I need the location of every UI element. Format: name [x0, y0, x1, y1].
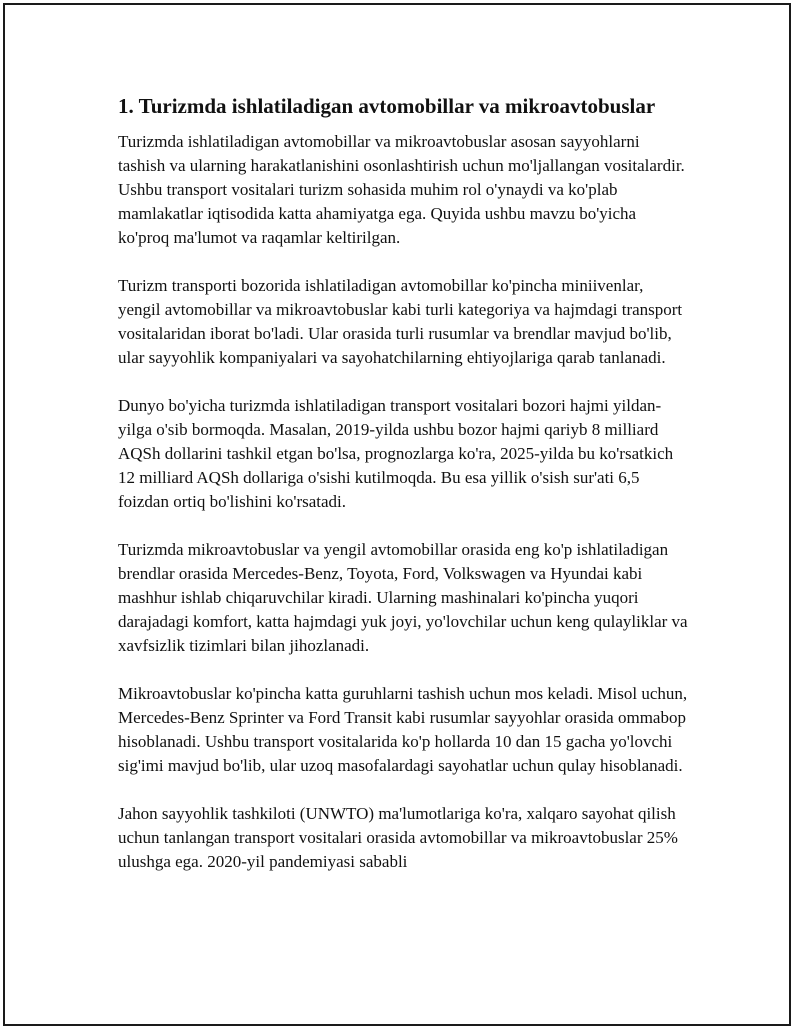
paragraph-vehicle-types: Turizm transporti bozorida ishlatiladigan avtomobillar ko'pincha miniivenlar, yengil avtomobillar va mikroavtobuslar kabi turli kategoriya va hajmdagi transport vositalaridan iborat bo'ladi. Ular orasida turli rusumlar va brendlar mavjud bo'lib, ular sayyohlik kompaniyalari va sayohatchilarning ehtiyojlariga qarab tanlanadi. — [118, 276, 683, 367]
paragraph-market-size: Dunyo bo'yicha turizmda ishlatiladigan transport vositalari bozori hajmi yildan-yilga o'sib bormoqda. Masalan, 2019-yilda ushbu bozor hajmi qariyb 8 milliard AQSh dollarini tashkil etgan bo'lsa, prognozlarga ko'ra, 2025-yilda bu ko'rsatkich 12 milliard AQSh dollariga o'sishi kutilmoqda. Bu esa yillik o'sish sur'ati 6,5 foizdan ortiq bo'lishini ko'rsatadi. — [118, 396, 674, 511]
paragraph-minibuses: Mikroavtobuslar ko'pincha katta guruhlarni tashish uchun mos keladi. Misol uchun, Mercedes-Benz Sprinter va Ford Transit kabi rusumlar sayyohlar orasida ommabop hisoblanadi. Ushbu transport vositalarida ko'p hollarda 10 dan 15 gacha yo'lovchi sig'imi mavjud bo'lib, ular uzoq masofalardagi sayohatlar uchun qulay hisoblanadi. — [118, 684, 688, 775]
document-body — [118, 92, 688, 898]
paragraph-brands: Turizmda mikroavtobuslar va yengil avtomobillar orasida eng ko'p ishlatiladigan brendlar orasida Mercedes-Benz, Toyota, Ford, Volkswagen va Hyundai kabi mashhur ishlab chiqaruvchilar kiradi. Ularning mashinalari ko'pincha yuqori darajadagi komfort, katta hajmdagi yuk joyi, yo'lovchilar uchun keng qulayliklar va xavfsizlik tizimlari bilan jihozlanadi. — [118, 540, 688, 655]
paragraph-intro: Turizmda ishlatiladigan avtomobillar va mikroavtobuslar asosan sayyohlarni tashish va ularning harakatlanishini osonlashtirish uchun mo'ljallangan vositalardir. Ushbu transport vositalari turizm sohasida muhim rol o'ynaydi va ko'plab mamlakatlar iqtisodida katta ahamiyatga ega. Quyida ushbu mavzu bo'yicha ko'proq ma'lumot va raqamlar keltirilgan. — [118, 132, 685, 247]
section-heading: 1. Turizmda ishlatiladigan avtomobillar va mikroavtobuslar — [118, 94, 656, 118]
paragraph-unwto: Jahon sayyohlik tashkiloti (UNWTO) ma'lumotlariga ko'ra, xalqaro sayohat qilish uchun tanlangan transport vositalari orasida avtomobillar va mikroavtobuslar 25% ulushga ega. 2020-yil pandemiyasi sababli — [118, 804, 678, 871]
